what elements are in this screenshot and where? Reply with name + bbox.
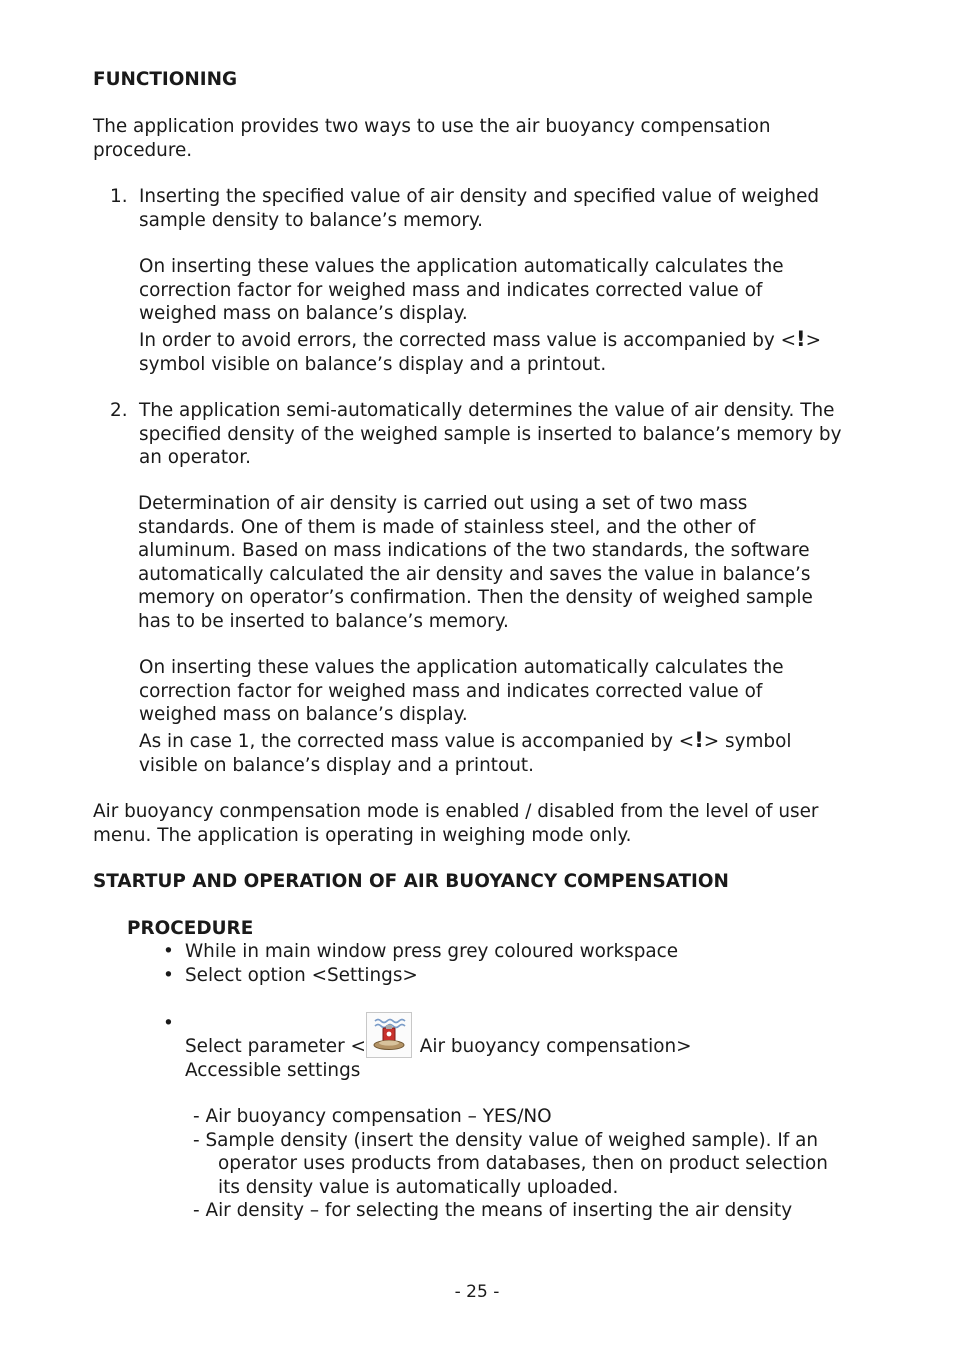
text-line: Determination of air density is carried out using a set of two mass [138,493,748,514]
item1-paragraph-a [139,185,819,232]
list-number-1: 1. [110,186,128,207]
item2-paragraph-d [139,729,791,778]
bullet-glyph: • [163,965,174,986]
item2-paragraph-b [138,492,813,633]
text-run: As in case 1, the corrected mass value is accompanied by < [139,731,695,752]
intro-line: procedure. [93,139,193,161]
text-run: > [805,330,822,351]
section-heading-startup: STARTUP AND OPERATION OF AIR BUOYANCY COMPENSATION [93,871,729,892]
text-line: Air buoyancy conmpensation mode is enabled / disabled from the level of user [93,801,819,822]
setting-item: - Air density – for selecting the means of inserting the air density [193,1200,793,1221]
text-line: On inserting these values the application automatically calculates the [139,256,784,277]
bullet-item-2: Select option <Settings> [185,965,418,986]
setting-item-continuation: its density value is automatically uploaded. [218,1176,619,1198]
intro-paragraph [93,115,771,162]
text-line: memory on operator’s confirmation. Then the density of weighed sample [138,587,813,608]
text-line: On inserting these values the application automatically calculates the [139,657,784,678]
subheading-procedure: PROCEDURE [127,918,254,939]
setting-item: - Sample density (insert the density value of weighed sample). If an [193,1129,818,1151]
text-line: automatically calculated the air density and saves the value in balance’s [138,563,811,585]
bullet-glyph: • [163,1013,174,1034]
text-line: an operator. [139,447,252,468]
text-line [139,328,821,353]
text-line: aluminum. Based on mass indications of the two standards, the software [138,540,810,561]
text-run: In order to avoid errors, the corrected mass value is accompanied by < [139,330,797,351]
closing-paragraph [93,800,818,847]
text-line: standards. One of them is made of stainless steel, and the other of [138,516,756,538]
text-run: > symbol [703,731,792,752]
text-line: weighed mass on balance’s display. [139,704,468,725]
text-line: has to be inserted to balance’s memory. [138,610,509,632]
item1-paragraph-b [139,255,784,326]
text-line: correction factor for weighed mass and indicates corrected value of [139,279,763,301]
text-run: Select parameter < [185,1036,366,1057]
setting-item-continuation: operator uses products from databases, then on product selection [218,1153,828,1174]
item2-paragraph-c [139,656,784,727]
settings-list [193,1105,828,1223]
text-line: The application semi-automatically determines the value of air density. The [139,400,835,421]
accessible-settings-label: Accessible settings [185,1060,361,1081]
text-line: sample density to balance’s memory. [139,209,484,231]
text-line: weighed mass on balance’s display. [139,303,468,324]
text-line: symbol visible on balance’s display and a printout. [139,354,607,375]
page-number: - 25 - [454,1282,500,1302]
item1-paragraph-c [139,328,821,377]
bullet-item-3 [185,1012,692,1059]
list-number-2: 2. [110,400,128,421]
text-run: Air buoyancy compensation> [413,1036,692,1057]
text-line: correction factor for weighed mass and indicates corrected value of [139,680,763,702]
item2-paragraph-a [139,399,841,470]
air-buoyancy-compensation-icon [366,1012,412,1058]
bullet-item-1: While in main window press grey coloured workspace [185,941,679,962]
text-line: menu. The application is operating in weighing mode only. [93,824,632,846]
exclamation-symbol: ! [796,327,806,351]
text-line [139,729,791,754]
exclamation-symbol: ! [694,728,704,752]
section-heading-functioning: FUNCTIONING [93,69,238,90]
bullet-glyph: • [163,941,174,962]
setting-item: - Air buoyancy compensation – YES/NO [193,1106,552,1127]
text-line: specified density of the weighed sample is inserted to balance’s memory by [139,423,842,445]
text-line: visible on balance’s display and a printout. [139,755,534,776]
text-line: Inserting the specified value of air density and specified value of weighed [139,186,820,207]
intro-line: The application provides two ways to use the air buoyancy compensation [93,116,771,137]
